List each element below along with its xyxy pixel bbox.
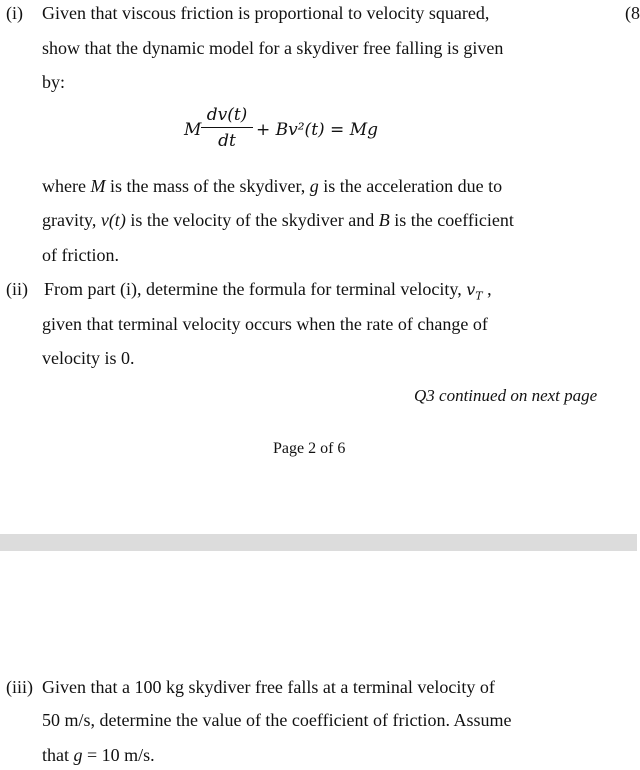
equation-fraction — [201, 105, 253, 151]
equation-denominator: dt — [218, 131, 236, 152]
page-separator — [0, 534, 637, 551]
symbol-g: g — [73, 745, 83, 765]
part-ii-line-3: velocity is 0. — [42, 348, 135, 368]
symbol-B: B — [378, 210, 390, 230]
symbol-v-t: v(t) — [100, 210, 126, 230]
part-ii-text: From part (i), determine the formula for terminal velocity, — [44, 279, 467, 299]
equation-numerator: dv(t) — [206, 105, 248, 125]
part-ii-line-2: given that terminal velocity occurs when the rate of change of — [42, 314, 488, 334]
part-ii-label: (ii) — [6, 279, 28, 299]
symbol-g: g — [309, 176, 319, 196]
where-text: is the velocity of the skydiver and — [125, 210, 379, 230]
symbol-vt: v — [466, 280, 476, 299]
fraction-bar — [201, 127, 253, 128]
part-i-label: (i) — [6, 3, 23, 23]
part-iii-text: = 10 m/s. — [82, 745, 155, 765]
where-line-2 — [42, 210, 514, 231]
where-line-1 — [42, 176, 502, 197]
part-iii-line-2: 50 m/s, determine the value of the coefficient of friction. Assume — [42, 710, 512, 730]
marks-indicator: (8 — [625, 3, 640, 23]
page-number: Page 2 of 6 — [273, 440, 346, 457]
part-i-line-3: by: — [42, 72, 66, 92]
where-text: is the acceleration due to — [318, 176, 503, 196]
part-i-line-2: show that the dynamic model for a skydiver free falling is given — [42, 38, 504, 58]
part-ii-text: , — [482, 279, 492, 299]
part-i-line-1: Given that viscous friction is proportional to velocity squared, — [42, 3, 490, 23]
equation-mass-symbol: M — [184, 120, 202, 140]
symbol-vt-subscript: T — [475, 289, 483, 303]
part-iii-line-1: Given that a 100 kg skydiver free falls at a terminal velocity of — [42, 677, 495, 697]
part-iii-line-3 — [42, 745, 155, 766]
part-iii-label: (iii) — [6, 677, 33, 697]
symbol-M: M — [90, 176, 106, 196]
where-text: is the coefficient — [389, 210, 514, 230]
where-text: gravity, — [42, 210, 101, 230]
where-text: is the mass of the skydiver, — [105, 176, 310, 196]
where-text: where — [42, 176, 91, 196]
part-iii-text: that — [42, 745, 74, 765]
part-ii-line-1 — [44, 279, 492, 303]
continued-note: Q3 continued on next page — [414, 386, 598, 405]
equation-rest: + Bv²(t) = Mg — [256, 120, 378, 140]
where-line-3: of friction. — [42, 245, 119, 265]
